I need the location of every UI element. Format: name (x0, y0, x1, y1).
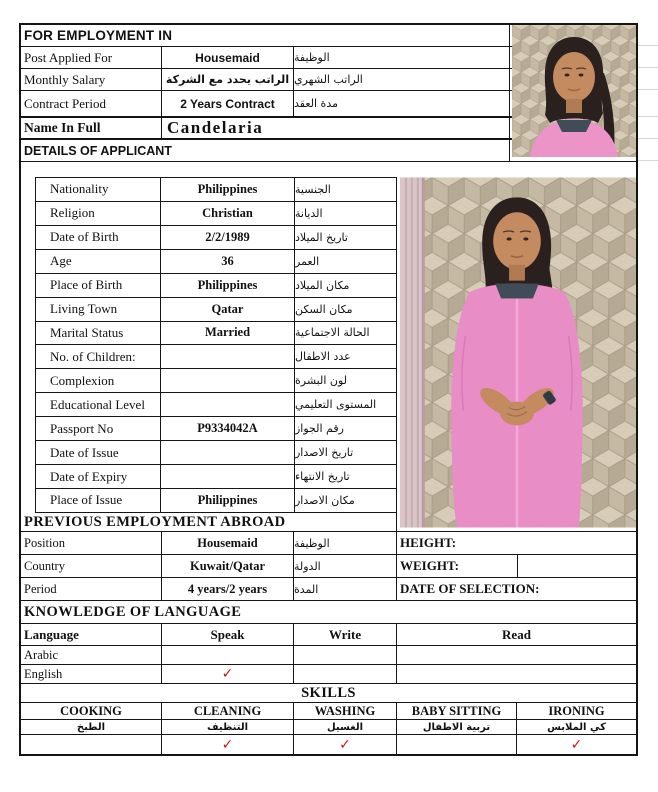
contract-period-value: 2 Years Contract (162, 91, 294, 116)
applicant-full-photo (400, 176, 636, 529)
row-living-town (36, 298, 396, 322)
row-place-of-issue (36, 489, 396, 512)
date-of-expiry-label-ar: تاريخ الانتهاء (295, 470, 350, 484)
nationality-label: Nationality (36, 178, 161, 201)
english-read-check (397, 665, 636, 683)
row-date-of-expiry (36, 465, 396, 489)
period-value: 4 years/2 years (162, 578, 294, 600)
ironing-label: IRONING (548, 703, 605, 718)
cooking-label-ar: الطبخ (21, 720, 162, 734)
skills-checks-row (21, 735, 636, 754)
no-of-children-label: No. of Children: (36, 345, 161, 368)
ironing-check: ✓ (570, 736, 583, 753)
row-no-of-children (36, 345, 396, 369)
educational-level-label-ar: المستوى التعليمي (295, 398, 377, 412)
place-of-birth-label-ar: مكان الميلاد (295, 278, 350, 292)
nationality-value: Philippines (161, 178, 295, 201)
skills-header-row (21, 684, 636, 703)
row-educational-level (36, 393, 396, 417)
weight-label: WEIGHT: (400, 558, 459, 573)
cleaning-label: CLEANING (162, 703, 294, 719)
arabic-language-label: Arabic (21, 646, 162, 664)
applicant-headshot-photo (512, 25, 636, 157)
contract-period-label: Contract Period (21, 91, 162, 116)
place-of-birth-value: Philippines (161, 274, 295, 297)
complexion-value (161, 369, 295, 392)
details-header: DETAILS OF APPLICANT (21, 140, 510, 161)
row-nationality (36, 178, 396, 202)
skills-names-row (21, 703, 636, 720)
gridline-stub (638, 116, 658, 117)
baby-sitting-label: BABY SITTING (397, 703, 517, 719)
row-marital-status (36, 322, 396, 346)
complexion-label-ar: لون البشرة (295, 374, 347, 388)
row-country (21, 555, 636, 578)
row-date-of-issue (36, 441, 396, 465)
language-columns-row (21, 624, 636, 646)
form-table-frame (19, 23, 638, 756)
date-of-selection-label: DATE OF SELECTION: (400, 581, 540, 596)
monthly-salary-value: الراتب يحدد مع الشركة (162, 69, 294, 90)
living-town-value: Qatar (161, 298, 295, 321)
living-town-label-ar: مكان السكن (295, 302, 353, 316)
position-label-ar: الوظيفة (294, 532, 397, 554)
row-age (36, 250, 396, 274)
marital-status-value: Married (161, 322, 295, 345)
gridline-stub (638, 89, 658, 90)
baby-sitting-check (397, 735, 517, 754)
english-speak-check: ✓ (162, 665, 294, 683)
post-applied-value: Housemaid (162, 47, 294, 68)
educational-level-label: Educational Level (36, 393, 161, 416)
age-value: 36 (161, 250, 295, 273)
english-language-label: English (21, 665, 162, 683)
details-table (35, 177, 397, 513)
contract-period-label-ar: مدة العقد (294, 91, 510, 116)
gridline-stub (638, 45, 658, 46)
read-col-header: Read (502, 626, 531, 642)
form-title: FOR EMPLOYMENT IN (21, 25, 510, 46)
row-position (21, 532, 636, 555)
religion-label-ar: الديانة (295, 206, 323, 220)
position-label: Position (21, 532, 162, 554)
no-of-children-label-ar: عدد الاطفال (295, 350, 351, 364)
passport-no-label: Passport No (36, 417, 161, 440)
arabic-read-check (397, 646, 636, 664)
country-label: Country (21, 555, 162, 577)
monthly-salary-label: Monthly Salary (21, 69, 162, 90)
row-period (21, 578, 636, 601)
row-passport-no (36, 417, 396, 441)
cleaning-label-ar: التنظيف (162, 720, 294, 734)
gridline-stub (638, 67, 658, 68)
country-label-ar: الدولة (294, 555, 397, 577)
washing-label: WASHING (294, 703, 397, 719)
cooking-check (21, 735, 162, 754)
date-of-expiry-label: Date of Expiry (36, 465, 161, 488)
marital-status-label-ar: الحالة الاجتماعية (295, 326, 370, 340)
row-place-of-birth (36, 274, 396, 298)
gridline-stub (638, 138, 658, 139)
country-value: Kuwait/Qatar (162, 555, 294, 577)
skills-header: SKILLS (301, 684, 356, 701)
speak-col-header: Speak (162, 624, 294, 645)
row-religion (36, 202, 396, 226)
height-label: HEIGHT: (400, 535, 457, 550)
date-of-birth-label-ar: تاريخ الميلاد (295, 230, 348, 244)
cooking-label: COOKING (21, 703, 162, 719)
place-of-birth-label: Place of Birth (36, 274, 161, 297)
prev-employment-header: PREVIOUS EMPLOYMENT ABROAD (21, 513, 397, 531)
date-of-expiry-value (161, 465, 295, 488)
language-col-header: Language (21, 624, 162, 645)
date-of-birth-label: Date of Birth (36, 226, 161, 249)
marital-status-label: Marital Status (36, 322, 161, 345)
washing-check: ✓ (294, 735, 397, 754)
row-complexion (36, 369, 396, 393)
religion-label: Religion (36, 202, 161, 225)
post-applied-label-ar: الوظيفة (294, 47, 510, 68)
period-label-ar: المدة (294, 578, 397, 600)
washing-label-ar: الغسيل (294, 720, 397, 734)
no-of-children-value (161, 345, 295, 368)
row-language-arabic (21, 646, 636, 665)
english-write-check (294, 665, 397, 683)
passport-no-label-ar: رقم الجواز (295, 422, 344, 436)
position-value: Housemaid (162, 532, 294, 554)
age-label: Age (36, 250, 161, 273)
place-of-issue-label: Place of Issue (36, 489, 161, 512)
place-of-issue-value: Philippines (161, 489, 295, 512)
row-language-english (21, 665, 636, 684)
ironing-label-ar: كي الملابس (547, 721, 606, 733)
knowledge-header-row (21, 601, 636, 624)
post-applied-label: Post Applied For (21, 47, 162, 68)
arabic-speak-check (162, 646, 294, 664)
complexion-label: Complexion (36, 369, 161, 392)
living-town-label: Living Town (36, 298, 161, 321)
date-of-birth-value: 2/2/1989 (161, 226, 295, 249)
write-col-header: Write (294, 624, 397, 645)
date-of-issue-value (161, 441, 295, 464)
educational-level-value (161, 393, 295, 416)
baby-sitting-label-ar: تربية الاطفال (397, 720, 517, 734)
period-label: Period (21, 578, 162, 600)
nationality-label-ar: الجنسية (295, 182, 331, 196)
monthly-salary-label-ar: الراتب الشهري (294, 69, 510, 90)
religion-value: Christian (161, 202, 295, 225)
row-date-of-birth (36, 226, 396, 250)
arabic-write-check (294, 646, 397, 664)
passport-no-value: P9334042A (161, 417, 295, 440)
name-in-full-value: Candelaria (162, 118, 510, 138)
age-label-ar: العمر (295, 254, 320, 268)
skills-arabic-row (21, 720, 636, 735)
weight-cell-divider (517, 555, 518, 578)
gridline-stub (638, 160, 658, 161)
date-of-issue-label: Date of Issue (36, 441, 161, 464)
cleaning-check: ✓ (162, 735, 294, 754)
place-of-issue-label-ar: مكان الاصدار (295, 493, 355, 507)
date-of-issue-label-ar: تاريخ الاصدار (295, 446, 354, 460)
name-in-full-label: Name In Full (21, 118, 162, 138)
knowledge-header: KNOWLEDGE OF LANGUAGE (24, 603, 242, 620)
